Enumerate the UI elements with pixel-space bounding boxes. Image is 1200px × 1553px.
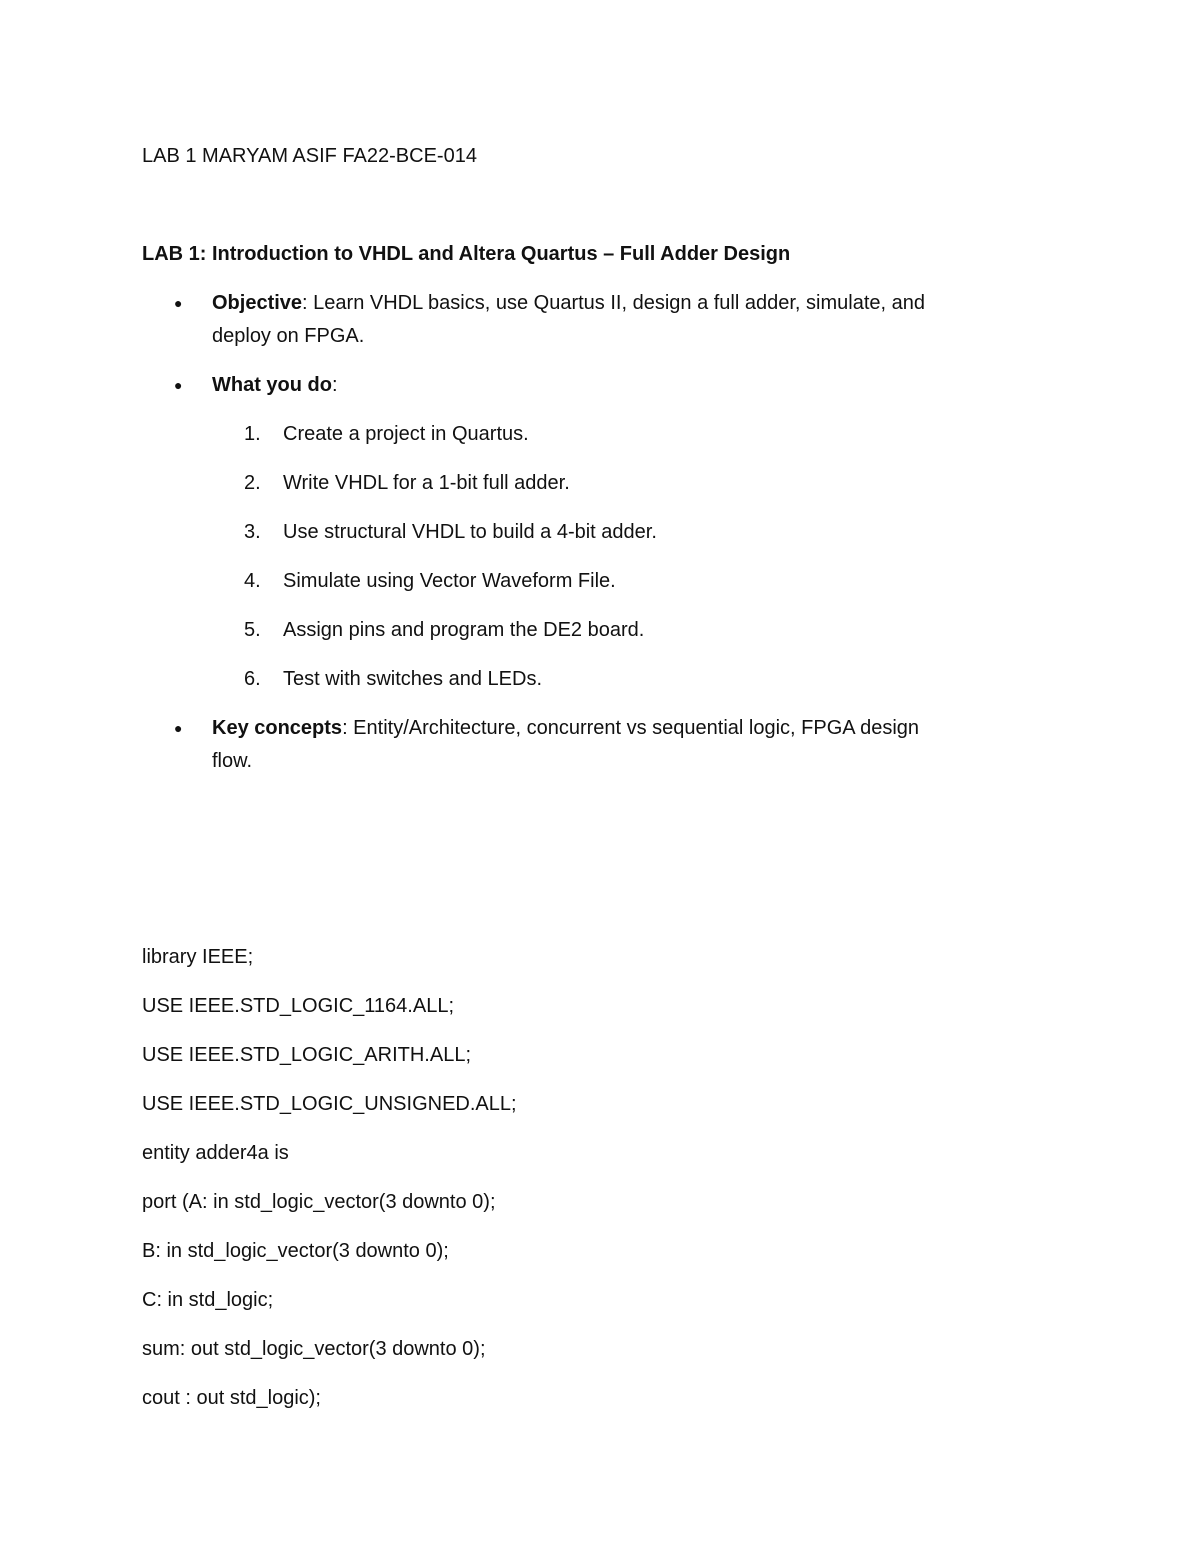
what-you-do-line xyxy=(212,373,338,397)
code-line: USE IEEE.STD_LOGIC_ARITH.ALL; xyxy=(142,1044,471,1066)
code-line: B: in std_logic_vector(3 downto 0); xyxy=(142,1240,449,1262)
step-text: Assign pins and program the DE2 board. xyxy=(283,619,645,641)
objective-sep: : xyxy=(302,292,308,314)
step-number: 5. xyxy=(244,619,261,641)
code-line: C: in std_logic; xyxy=(142,1289,274,1311)
code-line: USE IEEE.STD_LOGIC_1164.ALL; xyxy=(142,995,455,1017)
step-text: Create a project in Quartus. xyxy=(283,423,529,445)
key-concepts-sep: : xyxy=(342,717,348,739)
step-number: 3. xyxy=(244,521,261,543)
step-number: 1. xyxy=(244,423,261,445)
key-concepts-text: Entity/Architecture, concurrent vs sequential logic, FPGA design xyxy=(347,717,920,739)
bullet-dot: ● xyxy=(174,295,183,311)
bullet-dot: ● xyxy=(174,720,183,736)
objective-label: Objective xyxy=(212,292,303,314)
lab-title: LAB 1: Introduction to VHDL and Altera Quartus – Full Adder Design xyxy=(142,243,791,265)
code-line: port (A: in std_logic_vector(3 downto 0); xyxy=(142,1191,496,1213)
objective-line-1 xyxy=(212,291,925,315)
key-concepts-label: Key concepts xyxy=(212,717,343,739)
step-text: Use structural VHDL to build a 4-bit adder. xyxy=(283,521,657,543)
code-line: library IEEE; xyxy=(142,946,254,968)
objective-text: Learn VHDL basics, use Quartus II, design a full adder, simulate, and xyxy=(307,292,925,314)
step-text: Test with switches and LEDs. xyxy=(283,668,542,690)
step-number: 4. xyxy=(244,570,261,592)
bullet-dot: ● xyxy=(174,377,183,393)
code-line: sum: out std_logic_vector(3 downto 0); xyxy=(142,1338,486,1360)
step-number: 6. xyxy=(244,668,261,690)
objective-line-2: deploy on FPGA. xyxy=(212,325,365,347)
what-you-do-sep: : xyxy=(331,374,338,396)
what-you-do-label: What you do xyxy=(212,374,332,396)
key-concepts-line-2: flow. xyxy=(212,750,253,772)
step-text: Simulate using Vector Waveform File. xyxy=(283,570,616,592)
code-line: USE IEEE.STD_LOGIC_UNSIGNED.ALL; xyxy=(142,1093,517,1115)
step-number: 2. xyxy=(244,472,261,494)
step-text: Write VHDL for a 1-bit full adder. xyxy=(283,472,570,494)
code-line: entity adder4a is xyxy=(142,1142,289,1164)
header-line: LAB 1 MARYAM ASIF FA22-BCE-014 xyxy=(142,145,477,167)
code-line: cout : out std_logic); xyxy=(142,1387,321,1409)
key-concepts-line-1 xyxy=(212,716,919,740)
